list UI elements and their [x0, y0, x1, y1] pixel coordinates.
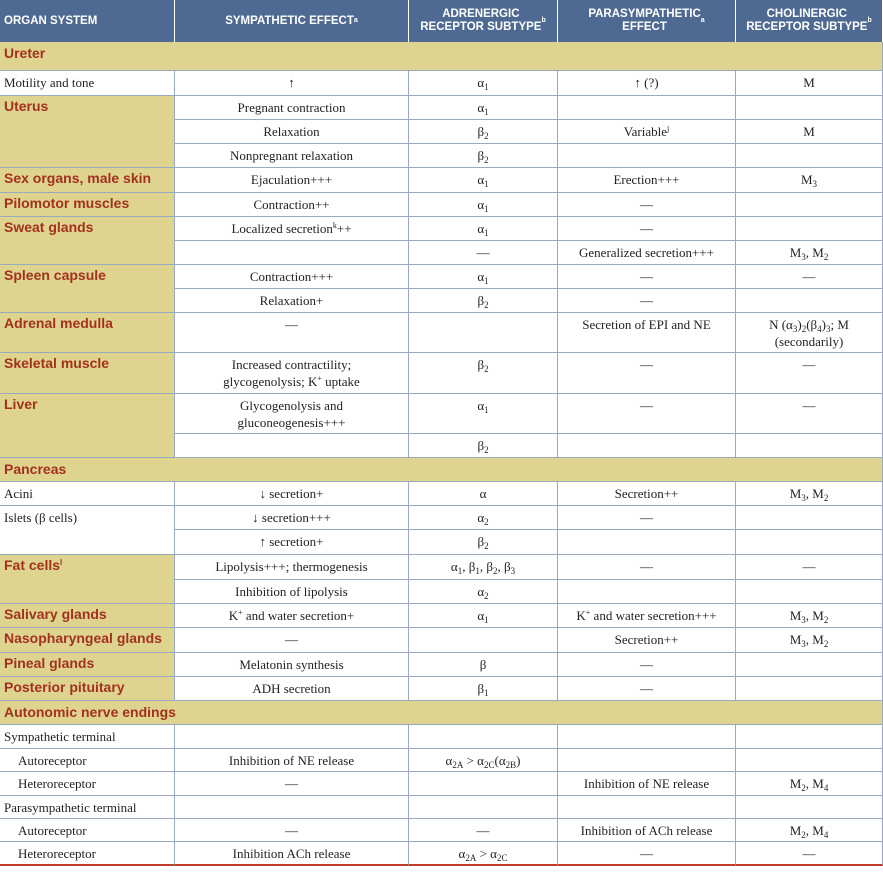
acini-sympathetic: ↓ secretion+ [175, 482, 409, 506]
fat-lipolysis-adrenergic: $\alpha_1$, $\beta_1$, $\beta_2$, $\beta_3$ [409, 555, 558, 580]
row-label-parasympathetic-terminal: Parasympathetic terminal [0, 796, 175, 819]
spleen-relaxation-parasympathetic: — [558, 289, 736, 313]
row-label-sympathetic-terminal: Sympathetic terminal [0, 725, 175, 749]
acini-parasympathetic: Secretion++ [558, 482, 736, 506]
islets-parasympathetic: — [558, 506, 736, 530]
motility-sympathetic: ↑ [175, 71, 409, 96]
row-label-autoreceptor: Autoreceptor [0, 749, 175, 772]
sex-adrenergic: $\alpha_1$ [409, 168, 558, 193]
empty-cell [558, 434, 736, 458]
pilomotor-adrenergic: $\alpha_1$ [409, 193, 558, 217]
uterus-nonpregnant-adrenergic: $\beta_2$ [409, 144, 558, 168]
heteroreceptor-cholinergic: $M_2$, $M_4$ [736, 772, 883, 796]
header-parasympathetic-effect: PARASYMPATHETIC EFFECT a [558, 0, 736, 42]
organ-spleen-capsule: Spleen capsule [0, 265, 175, 313]
spleen-relaxation-adrenergic: $\beta_2$ [409, 289, 558, 313]
skeletal-adrenergic: $\beta_2$ [409, 353, 558, 394]
empty-cell [558, 796, 736, 819]
empty-cell [558, 749, 736, 772]
empty-cell [736, 530, 883, 555]
sweat-generalized-adrenergic: — [409, 241, 558, 265]
row-label-heteroreceptor: Heteroreceptor [0, 842, 175, 866]
autoreceptor-adrenergic: — [409, 819, 558, 842]
organ-sweat-glands: Sweat glands [0, 217, 175, 265]
liver-parasympathetic: — [558, 394, 736, 434]
nasopharyngeal-parasympathetic: Secretion++ [558, 628, 736, 653]
organ-sex-organs: Sex organs, male skin [0, 168, 175, 193]
sweat-localized-sympathetic: Localized secretion$^k$++ [175, 217, 409, 241]
spleen-contraction-adrenergic: $\alpha_1$ [409, 265, 558, 289]
heteroreceptor-sympathetic: Inhibition ACh release [175, 842, 409, 866]
row-label-islets: Islets (β cells) [0, 506, 175, 555]
uterus-cholinergic: M [736, 120, 883, 144]
motility-parasympathetic: ↑ (?) [558, 71, 736, 96]
uterus-pregnant-sympathetic: Pregnant contraction [175, 96, 409, 120]
empty-cell [736, 289, 883, 313]
fat-lipolysis-sympathetic: Lipolysis+++; thermogenesis [175, 555, 409, 580]
fat-inhibition-sympathetic: Inhibition of lipolysis [175, 580, 409, 604]
organ-uterus: Uterus [0, 96, 175, 168]
empty-cell [558, 580, 736, 604]
autoreceptor-sympathetic: Inhibition of NE release [175, 749, 409, 772]
empty-cell [558, 96, 736, 120]
heteroreceptor-parasympathetic: — [558, 842, 736, 866]
sweat-localized-adrenergic: $\alpha_1$ [409, 217, 558, 241]
organ-skeletal-muscle: Skeletal muscle [0, 353, 175, 394]
organ-fat-cells: Fat cells$^l$ [0, 555, 175, 604]
fat-parasympathetic: — [558, 555, 736, 580]
empty-cell [409, 313, 558, 353]
uterus-relaxation-sympathetic: Relaxation [175, 120, 409, 144]
empty-cell [736, 796, 883, 819]
islets-increase-adrenergic: $\beta_2$ [409, 530, 558, 555]
adrenal-parasympathetic: Secretion of EPI and NE [558, 313, 736, 353]
organ-pilomotor: Pilomotor muscles [0, 193, 175, 217]
motility-adrenergic: $\alpha_1$ [409, 71, 558, 96]
organ-posterior-pituitary: Posterior pituitary [0, 677, 175, 701]
sweat-localized-parasympathetic: — [558, 217, 736, 241]
empty-cell [409, 796, 558, 819]
header-organ-system: ORGAN SYSTEM [0, 0, 175, 42]
uterus-nonpregnant-sympathetic: Nonpregnant relaxation [175, 144, 409, 168]
spleen-contraction-cholinergic: — [736, 265, 883, 289]
autoreceptor-sympathetic: — [175, 819, 409, 842]
spleen-contraction-parasympathetic: — [558, 265, 736, 289]
pineal-adrenergic: β [409, 653, 558, 677]
liver-adrenergic-alpha: $\alpha_1$ [409, 394, 558, 434]
empty-cell [175, 796, 409, 819]
header-sympathetic-effect: SYMPATHETIC EFFECT a [175, 0, 409, 42]
liver-adrenergic-beta: $\beta_2$ [409, 434, 558, 458]
islets-increase-sympathetic: ↑ secretion+ [175, 530, 409, 555]
empty-cell [736, 193, 883, 217]
pineal-parasympathetic: — [558, 653, 736, 677]
sex-parasympathetic: Erection+++ [558, 168, 736, 193]
liver-cholinergic: — [736, 394, 883, 434]
acini-cholinergic: $M_3$, $M_2$ [736, 482, 883, 506]
row-label-acini: Acini [0, 482, 175, 506]
empty-cell [175, 725, 409, 749]
motility-cholinergic: M [736, 71, 883, 96]
pineal-sympathetic: Melatonin synthesis [175, 653, 409, 677]
empty-cell [558, 144, 736, 168]
empty-cell [558, 725, 736, 749]
salivary-adrenergic: $\alpha_1$ [409, 604, 558, 628]
organ-pineal-glands: Pineal glands [0, 653, 175, 677]
adrenal-sympathetic: — [175, 313, 409, 353]
empty-cell [558, 530, 736, 555]
sweat-generalized-parasympathetic: Generalized secretion+++ [558, 241, 736, 265]
skeletal-sympathetic: Increased contractility; glycogenolysis; K+ uptake [175, 353, 409, 394]
sex-sympathetic: Ejaculation+++ [175, 168, 409, 193]
salivary-sympathetic: K+ and water secretion+ [175, 604, 409, 628]
heteroreceptor-adrenergic: $\alpha_{2A} > \alpha_{2C}$ [409, 842, 558, 866]
spleen-relaxation-sympathetic: Relaxation+ [175, 289, 409, 313]
empty-cell [736, 217, 883, 241]
empty-cell [736, 749, 883, 772]
salivary-cholinergic: $M_3$, $M_2$ [736, 604, 883, 628]
pituitary-sympathetic: ADH secretion [175, 677, 409, 701]
autoreceptor-adrenergic: $\alpha_{2A} > \alpha_{2C}(\alpha_{2B})$ [409, 749, 558, 772]
organ-adrenal-medulla: Adrenal medulla [0, 313, 175, 353]
uterus-parasympathetic: Variable$^j$ [558, 120, 736, 144]
empty-cell [736, 506, 883, 530]
empty-cell [736, 677, 883, 701]
heteroreceptor-sympathetic: — [175, 772, 409, 796]
section-autonomic-nerve-endings: Autonomic nerve endings [0, 701, 883, 725]
pituitary-parasympathetic: — [558, 677, 736, 701]
empty-cell [409, 628, 558, 653]
adrenal-cholinergic: N $(\alpha_3)_2(\beta_4)_3$; M (secondarily) [736, 313, 883, 353]
section-ureter: Ureter [0, 42, 883, 71]
heteroreceptor-parasympathetic: Inhibition of NE release [558, 772, 736, 796]
nasopharyngeal-sympathetic: — [175, 628, 409, 653]
acini-adrenergic: α [409, 482, 558, 506]
uterus-relaxation-adrenergic: $\beta_2$ [409, 120, 558, 144]
pilomotor-sympathetic: Contraction++ [175, 193, 409, 217]
nasopharyngeal-cholinergic: $M_3$, $M_2$ [736, 628, 883, 653]
liver-sympathetic: Glycogenolysis and gluconeogenesis+++ [175, 394, 409, 434]
pituitary-adrenergic: $\beta_1$ [409, 677, 558, 701]
header-cholinergic-receptor-subtype: CHOLINERGIC RECEPTOR SUBTYPE b [736, 0, 883, 42]
autoreceptor-parasympathetic: Inhibition of ACh release [558, 819, 736, 842]
islets-decrease-adrenergic: $\alpha_2$ [409, 506, 558, 530]
islets-decrease-sympathetic: ↓ secretion+++ [175, 506, 409, 530]
uterus-pregnant-adrenergic: $\alpha_1$ [409, 96, 558, 120]
sex-cholinergic: $M_3$ [736, 168, 883, 193]
empty-cell [175, 241, 409, 265]
empty-cell [736, 434, 883, 458]
pilomotor-parasympathetic: — [558, 193, 736, 217]
fat-inhibition-adrenergic: $\alpha_2$ [409, 580, 558, 604]
empty-cell [409, 772, 558, 796]
heteroreceptor-cholinergic: — [736, 842, 883, 866]
empty-cell [409, 725, 558, 749]
empty-cell [736, 725, 883, 749]
empty-cell [175, 434, 409, 458]
sweat-generalized-cholinergic: $M_3$, $M_2$ [736, 241, 883, 265]
empty-cell [736, 96, 883, 120]
row-label-heteroreceptor: Heteroreceptor [0, 772, 175, 796]
organ-liver: Liver [0, 394, 175, 458]
fat-cholinergic: — [736, 555, 883, 580]
salivary-parasympathetic: K+ and water secretion+++ [558, 604, 736, 628]
row-label-motility: Motility and tone [0, 71, 175, 96]
organ-nasopharyngeal-glands: Nasopharyngeal glands [0, 628, 175, 653]
skeletal-parasympathetic: — [558, 353, 736, 394]
row-label-autoreceptor: Autoreceptor [0, 819, 175, 842]
autoreceptor-cholinergic: $M_2$, $M_4$ [736, 819, 883, 842]
empty-cell [736, 653, 883, 677]
skeletal-cholinergic: — [736, 353, 883, 394]
organ-salivary-glands: Salivary glands [0, 604, 175, 628]
section-pancreas: Pancreas [0, 458, 883, 482]
header-adrenergic-receptor-subtype: ADRENERGIC RECEPTOR SUBTYPE b [409, 0, 558, 42]
empty-cell [736, 144, 883, 168]
spleen-contraction-sympathetic: Contraction+++ [175, 265, 409, 289]
empty-cell [736, 580, 883, 604]
